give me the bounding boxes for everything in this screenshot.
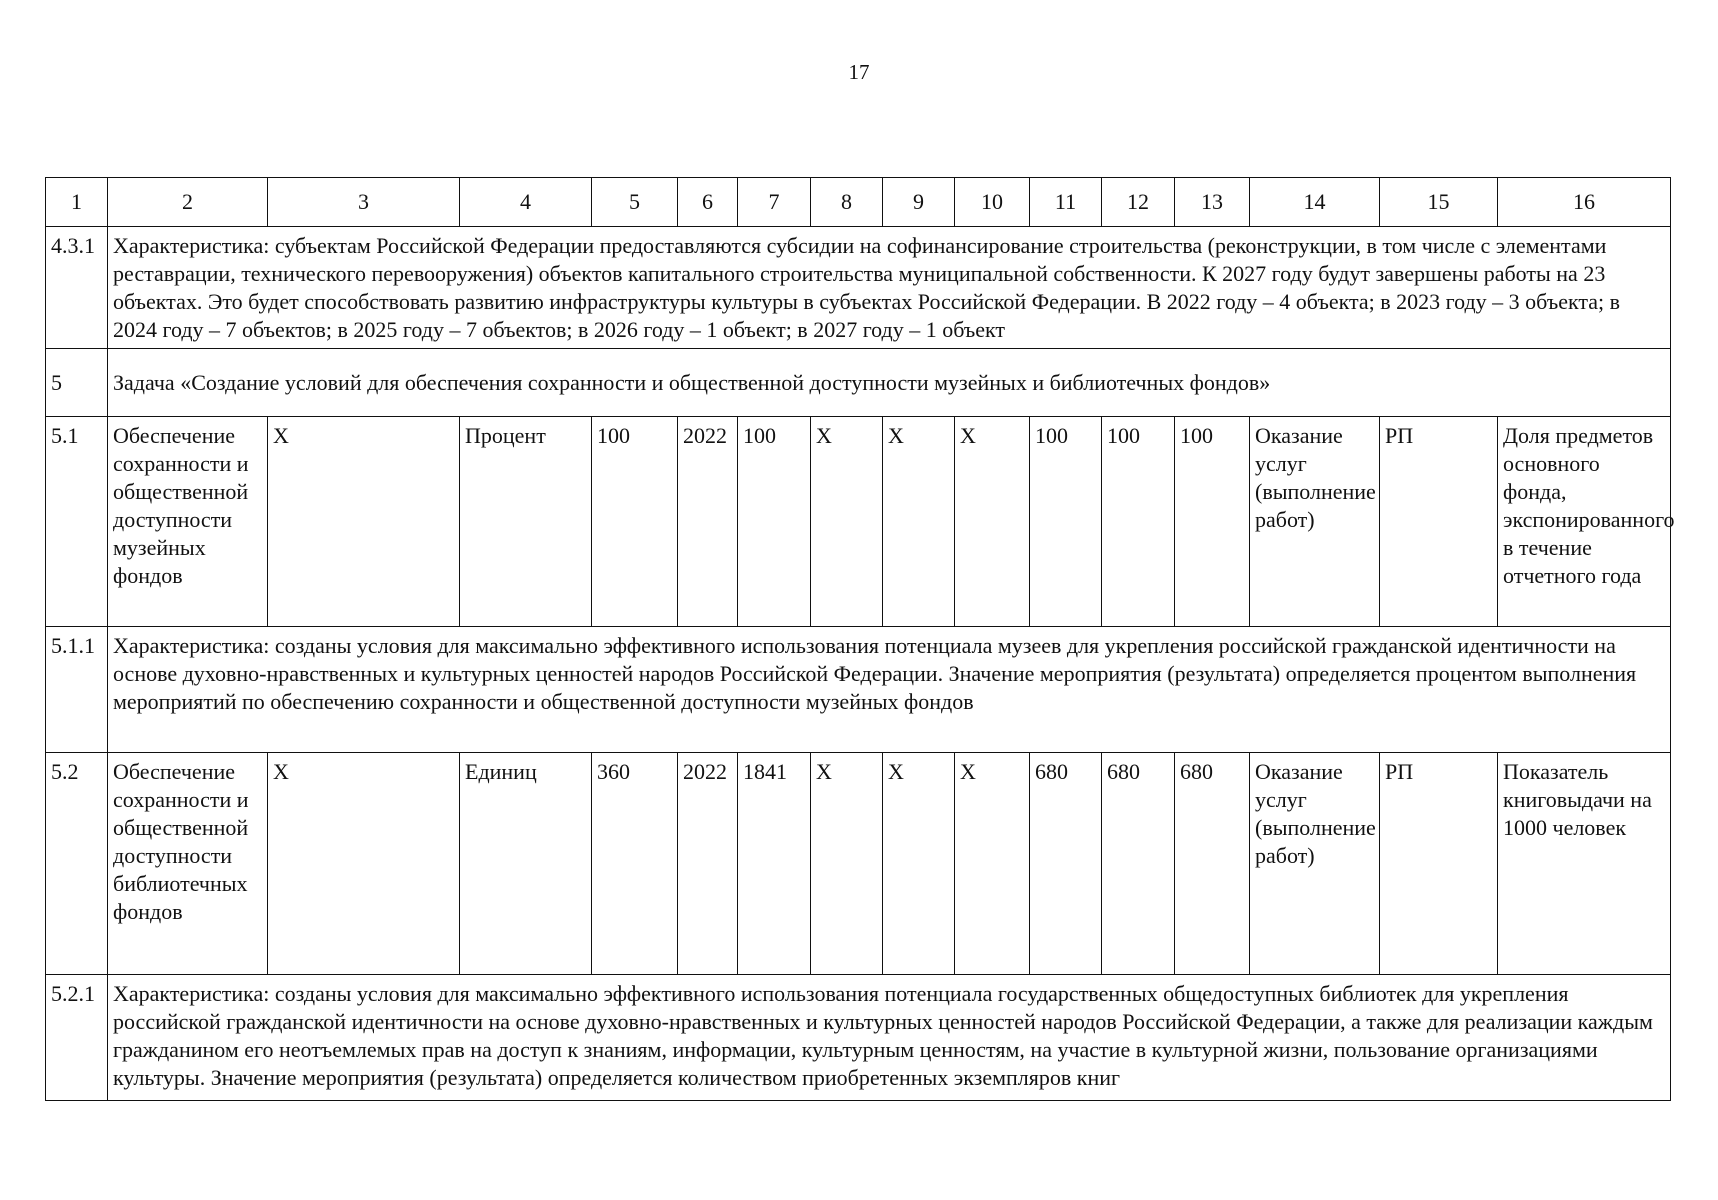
cell-col-7: 1841: [738, 753, 811, 975]
header-cell: 13: [1175, 178, 1250, 227]
results-table: [45, 177, 1675, 1101]
cell-col-13: 680: [1175, 753, 1250, 975]
cell-col-10: Х: [955, 753, 1030, 975]
table-row-5-1: [46, 417, 1671, 627]
result-name: Обеспечение сохранности и общественной доступности музейных фондов: [108, 417, 268, 627]
cell-col-11: 680: [1030, 753, 1102, 975]
indicator-cell: Показатель книговыдачи на 1000 человек: [1498, 753, 1671, 975]
base-year-cell: 2022: [678, 417, 738, 627]
base-value-cell: 360: [592, 753, 678, 975]
base-year-cell: 2022: [678, 753, 738, 975]
unit-cell: Процент: [460, 417, 592, 627]
cell-col-3: Х: [268, 417, 460, 627]
cell-col-12: 680: [1102, 753, 1175, 975]
cell-col-9: Х: [883, 753, 955, 975]
header-cell: 9: [883, 178, 955, 227]
header-cell: 11: [1030, 178, 1102, 227]
indicator-cell: Доля предметов основного фонда, экспонированного в течение отчетного года: [1498, 417, 1671, 627]
cell-col-3: Х: [268, 753, 460, 975]
header-cell: 14: [1250, 178, 1380, 227]
table-row-5-task: [46, 349, 1671, 417]
header-cell: 16: [1498, 178, 1671, 227]
row-number: 5.1.1: [46, 627, 108, 753]
cell-col-7: 100: [738, 417, 811, 627]
header-cell: 7: [738, 178, 811, 227]
table-header-row: [46, 178, 1671, 227]
header-cell: 1: [46, 178, 108, 227]
row-number: 5.2: [46, 753, 108, 975]
base-value-cell: 100: [592, 417, 678, 627]
row-description: Характеристика: созданы условия для максимально эффективного использования потенциала государственных общедоступных библиотек для укрепления российской гражданской идентичности на основе духовно-нравственных и культурных ценностей народов Российской Федерации, а также для реализации каждым гражданином его неотъемлемых прав на доступ к знаниям, информации, культурным ценностям, на участие в культурной жизни, пользование организациями культуры. Значение мероприятия (результата) определяется количеством приобретенных экземпляров книг: [108, 975, 1671, 1101]
cell-col-10: Х: [955, 417, 1030, 627]
cell-col-11: 100: [1030, 417, 1102, 627]
header-cell: 3: [268, 178, 460, 227]
row-number: 5: [46, 349, 108, 417]
header-cell: 10: [955, 178, 1030, 227]
row-number: 5.1: [46, 417, 108, 627]
header-cell: 2: [108, 178, 268, 227]
unit-cell: Единиц: [460, 753, 592, 975]
cell-col-8: Х: [811, 417, 883, 627]
header-cell: 5: [592, 178, 678, 227]
row-number: 5.2.1: [46, 975, 108, 1101]
cell-col-9: Х: [883, 417, 955, 627]
level-cell: РП: [1380, 753, 1498, 975]
header-cell: 8: [811, 178, 883, 227]
result-name: Обеспечение сохранности и общественной доступности библиотечных фондов: [108, 753, 268, 975]
row-number: 4.3.1: [46, 227, 108, 349]
result-type-cell: Оказание услуг (выполнение работ): [1250, 417, 1380, 627]
level-cell: РП: [1380, 417, 1498, 627]
table-row-5-2: [46, 753, 1671, 975]
row-description: Характеристика: субъектам Российской Федерации предоставляются субсидии на софинансирование строительства (реконструкции, в том числе с элементами реставрации, технического перевооружения) объектов капитального строительства муниципальной собственности. К 2027 году будут завершены работы на 23 объектах. Это будет способствовать развитию инфраструктуры культуры в субъектах Российской Федерации. В 2022 году – 4 объекта; в 2023 году – 3 объекта; в 2024 году – 7 объектов; в 2025 году – 7 объектов; в 2026 году – 1 объект; в 2027 году – 1 объект: [108, 227, 1671, 349]
cell-col-8: Х: [811, 753, 883, 975]
cell-col-12: 100: [1102, 417, 1175, 627]
page-number: 17: [848, 60, 870, 84]
table-row-5-2-1: [46, 975, 1671, 1101]
header-cell: 4: [460, 178, 592, 227]
header-cell: 6: [678, 178, 738, 227]
header-cell: 12: [1102, 178, 1175, 227]
cell-col-13: 100: [1175, 417, 1250, 627]
result-type-cell: Оказание услуг (выполнение работ): [1250, 753, 1380, 975]
row-description: Характеристика: созданы условия для максимально эффективного использования потенциала музеев для укрепления российской гражданской идентичности на основе духовно-нравственных и культурных ценностей народов Российской Федерации. Значение мероприятия (результата) определяется процентом выполнения мероприятий по обеспечению сохранности и общественной доступности музейных фондов: [108, 627, 1671, 753]
header-cell: 15: [1380, 178, 1498, 227]
task-title: Задача «Создание условий для обеспечения сохранности и общественной доступности музейных и библиотечных фондов»: [108, 349, 1671, 417]
table-row-5-1-1: [46, 627, 1671, 753]
table-row-4-3-1: [46, 227, 1671, 349]
